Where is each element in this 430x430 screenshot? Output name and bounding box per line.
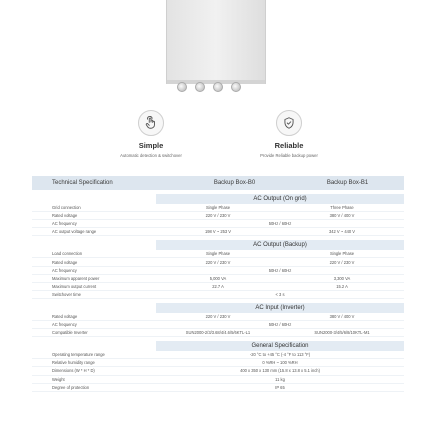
row-value-shared: 0 %RH ~ 100 %RH	[262, 360, 298, 366]
header-spec: Technical Specification	[52, 180, 113, 186]
section-title: General Specification	[156, 341, 404, 351]
row-value-shared: 50Hz / 60Hz	[268, 221, 292, 227]
table-row	[32, 321, 404, 329]
spec-table	[32, 176, 404, 392]
row-label: Relative humidity range	[52, 360, 95, 366]
row-value-b0: Single Phase	[205, 251, 231, 257]
cable-glands	[173, 82, 259, 94]
row-label: Grid connection	[52, 205, 81, 211]
row-value-b0: 220 V / 230 V	[205, 259, 231, 265]
backup-box-product-image	[166, 0, 266, 84]
table-row	[32, 267, 404, 275]
row-value-b1: 342 V ~ 440 V	[328, 229, 356, 235]
feature-title: Reliable	[274, 141, 304, 150]
row-value-shared: 50Hz / 60Hz	[268, 267, 292, 273]
row-label: Maximum apparent power	[52, 275, 100, 281]
table-row	[32, 384, 404, 392]
shield-check-icon	[276, 110, 302, 136]
table-row	[32, 228, 404, 236]
row-value-b1: SUN2000-3/4/5/6/8/10KTL-M1	[314, 330, 370, 336]
row-value-shared: -20 °C to +45 °C (-4 °F to 113 °F)	[249, 352, 311, 358]
row-label: Rated voltage	[52, 213, 78, 219]
table-row	[32, 291, 404, 299]
hand-tap-icon	[138, 110, 164, 136]
row-value-b1: 3,300 VA	[333, 275, 351, 281]
section-title: AC Output (On grid)	[156, 194, 404, 204]
feature-title: Simple	[138, 141, 164, 150]
row-label: Degree of protection	[52, 384, 90, 390]
row-value-b1: Single Phase	[329, 251, 355, 257]
row-value-b0: 220 V / 230 V	[205, 313, 231, 319]
table-row	[32, 367, 404, 375]
row-label: Compatible Inverter	[52, 330, 88, 336]
cable-gland	[177, 82, 187, 92]
table-row	[32, 250, 404, 258]
feature-description: Provide Reliable backup power	[260, 153, 318, 158]
row-value-b0: SUN2000-2/3/3.68/4/4.6/5/6KTL-L1	[185, 330, 251, 336]
table-row	[32, 212, 404, 220]
table-row	[32, 283, 404, 291]
row-value-b1: 380 V / 400 V	[329, 313, 355, 319]
cable-gland	[231, 82, 241, 92]
section-title: AC Input (Inverter)	[156, 303, 404, 313]
table-row	[32, 313, 404, 321]
section-title: AC Output (Backup)	[156, 240, 404, 250]
table-row	[32, 204, 404, 212]
row-value-shared: IP 65	[275, 384, 285, 390]
row-label: AC output voltage range	[52, 229, 97, 235]
cable-gland	[195, 82, 205, 92]
row-label: Dimensions (W * H * D)	[52, 368, 95, 374]
row-value-b1: 380 V / 400 V	[329, 213, 355, 219]
row-value-b0: 22.7 A	[212, 283, 224, 289]
row-value-b0: 198 V ~ 253 V	[204, 229, 232, 235]
feature-simple	[91, 110, 211, 158]
row-value-shared: < 3 s	[275, 291, 285, 297]
row-label: AC frequency	[52, 322, 77, 328]
row-value-shared: 50Hz / 60Hz	[268, 322, 292, 328]
row-value-b1: Three Phase	[330, 205, 354, 211]
table-row	[32, 258, 404, 266]
row-value-b0: 5,000 VA	[209, 275, 227, 281]
row-value-b0: 220 V / 230 V	[205, 213, 231, 219]
row-value-b0: Single Phase	[205, 205, 231, 211]
feature-reliable	[229, 110, 349, 158]
row-label: Load connection	[52, 251, 83, 257]
header-b0: Backup Box-B0	[213, 180, 256, 186]
row-label: Maximum output current	[52, 283, 97, 289]
header-b1: Backup Box-B1	[326, 180, 369, 186]
row-value-b1: 220 V / 230 V	[329, 259, 355, 265]
row-label: Rated voltage	[52, 313, 78, 319]
table-row	[32, 359, 404, 367]
row-label: AC frequency	[52, 267, 77, 273]
table-row	[32, 275, 404, 283]
row-label: Weight	[52, 376, 65, 382]
feature-description: Automatic detection & switchover	[120, 153, 182, 158]
spec-table-header	[32, 176, 404, 190]
row-label: Rated voltage	[52, 259, 78, 265]
table-row	[32, 376, 404, 384]
table-row	[32, 351, 404, 359]
row-value-b1: 15.2 A	[336, 283, 348, 289]
row-label: AC frequency	[52, 221, 77, 227]
table-row	[32, 329, 404, 337]
row-value-shared: 11 kg	[275, 376, 285, 382]
row-label: Switchover time	[52, 291, 81, 297]
row-label: Operating temperature range	[52, 352, 105, 358]
cable-gland	[213, 82, 223, 92]
row-value-shared: 400 x 350 x 130 mm (15.8 x 13.8 x 5.1 inch)	[240, 368, 320, 374]
table-row	[32, 220, 404, 228]
